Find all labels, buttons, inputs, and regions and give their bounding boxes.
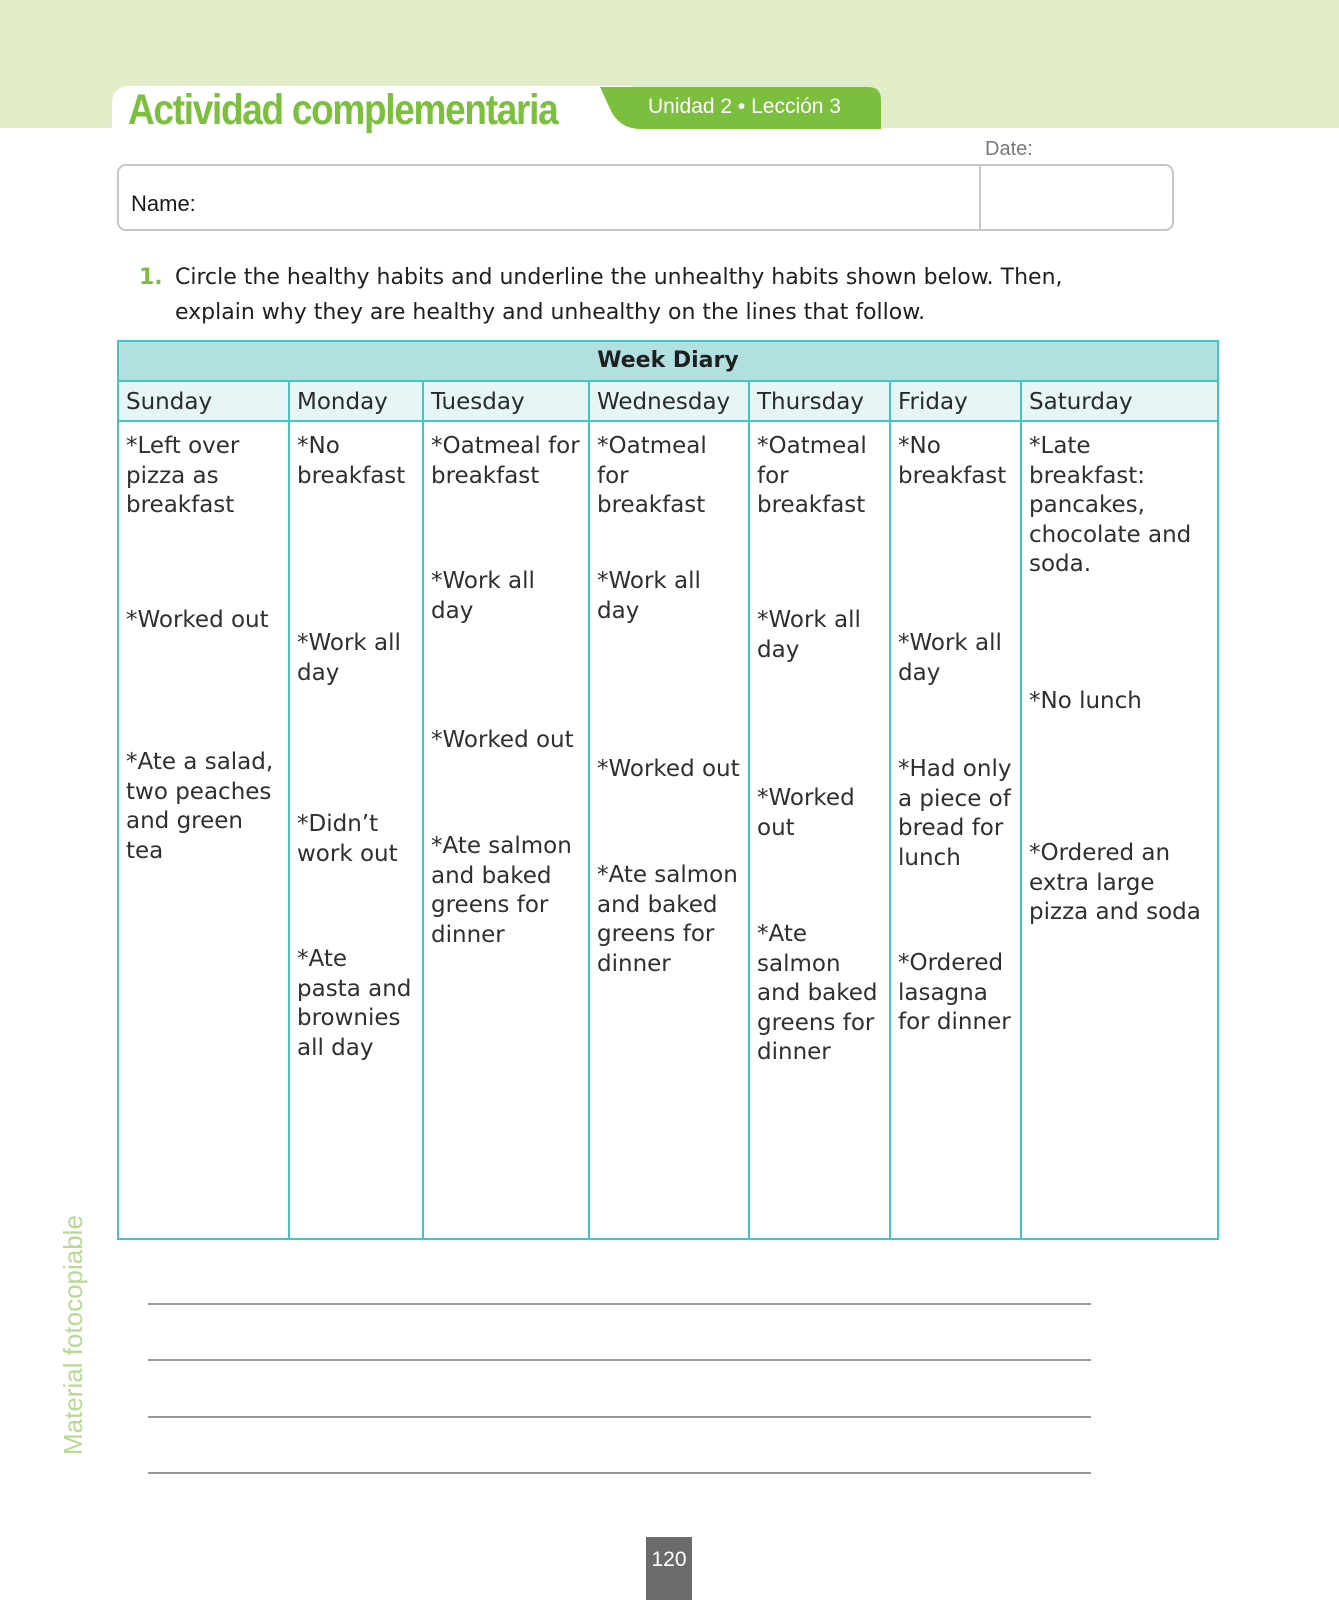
diary-entry: *Worked out xyxy=(597,756,740,782)
diary-entry: *Ate salmon and baked greens for dinner xyxy=(597,862,738,977)
day-column-thursday xyxy=(750,382,891,1238)
day-column-wednesday xyxy=(590,382,750,1238)
day-column-friday xyxy=(891,382,1022,1238)
answer-line[interactable] xyxy=(148,1472,1091,1474)
day-column-saturday xyxy=(1022,382,1217,1238)
diary-entry: *Work all day xyxy=(297,630,401,686)
week-diary-table xyxy=(117,340,1219,1240)
diary-entry: *No breakfast xyxy=(297,433,406,489)
day-header: Friday xyxy=(891,382,1020,422)
diary-entry: *Ate salmon and baked greens for dinner xyxy=(757,921,878,1065)
photocopiable-label: Material fotocopiable xyxy=(58,1215,88,1455)
date-field-divider xyxy=(979,166,981,229)
diary-entry: *Worked out xyxy=(126,607,269,633)
diary-entry: *Didn’t work out xyxy=(297,811,398,867)
diary-entry: *Left over pizza as breakfast xyxy=(126,433,240,518)
day-column-tuesday xyxy=(424,382,590,1238)
diary-entry: *Work all day xyxy=(757,607,861,663)
name-date-box[interactable] xyxy=(117,164,1174,231)
diary-entry: *Ordered an extra large pizza and soda xyxy=(1029,840,1201,925)
page-title: Actividad complementaria xyxy=(128,86,558,134)
diary-entry: *Ordered lasagna for dinner xyxy=(898,950,1011,1035)
diary-entry: *Work all day xyxy=(597,568,701,624)
diary-entry: *No lunch xyxy=(1029,688,1142,714)
day-column-sunday xyxy=(119,382,290,1238)
diary-entry: *No breakfast xyxy=(898,433,1007,489)
diary-entry: *Ate pasta and brownies all day xyxy=(297,946,412,1061)
instruction-number: 1. xyxy=(139,265,163,290)
diary-entry: *Ate a salad, two peaches and green tea xyxy=(126,749,274,864)
day-header: Sunday xyxy=(119,382,288,422)
instruction xyxy=(139,260,1119,330)
answer-line[interactable] xyxy=(148,1359,1091,1361)
diary-entry: *Late breakfast: pancakes, chocolate and soda. xyxy=(1029,433,1192,577)
diary-entry: *Work all day xyxy=(431,568,535,624)
answer-line[interactable] xyxy=(148,1416,1091,1418)
unit-badge xyxy=(600,87,881,129)
diary-entry: *Oatmeal for breakfast xyxy=(597,433,707,518)
day-header: Monday xyxy=(290,382,422,422)
day-header: Tuesday xyxy=(424,382,588,422)
unit-label: Unidad 2 • Lección 3 xyxy=(648,95,841,118)
page-number-box xyxy=(646,1537,692,1600)
diary-title-row xyxy=(119,342,1217,382)
page-number: 120 xyxy=(651,1548,687,1571)
day-header: Thursday xyxy=(750,382,889,422)
diary-entry: *Work all day xyxy=(898,630,1002,686)
day-column-monday xyxy=(290,382,424,1238)
instruction-text: Circle the healthy habits and underline the unhealthy habits shown below. Then, explain why they are healthy and unhealthy on the lines that follow. xyxy=(175,265,1063,325)
day-header: Wednesday xyxy=(590,382,748,422)
diary-entry: *Worked out xyxy=(431,727,574,753)
diary-title: Week Diary xyxy=(597,348,739,373)
diary-entry: *Oatmeal for breakfast xyxy=(757,433,867,518)
diary-entry: *Worked out xyxy=(757,785,855,841)
name-label: Name: xyxy=(131,191,196,216)
diary-entry: *Oatmeal for breakfast xyxy=(431,433,580,489)
date-label: Date: xyxy=(985,138,1033,160)
diary-entry: *Ate salmon and baked greens for dinner xyxy=(431,833,572,948)
day-header: Saturday xyxy=(1022,382,1217,422)
answer-line[interactable] xyxy=(148,1303,1091,1305)
diary-entry: *Had only a piece of bread for lunch xyxy=(898,756,1012,871)
